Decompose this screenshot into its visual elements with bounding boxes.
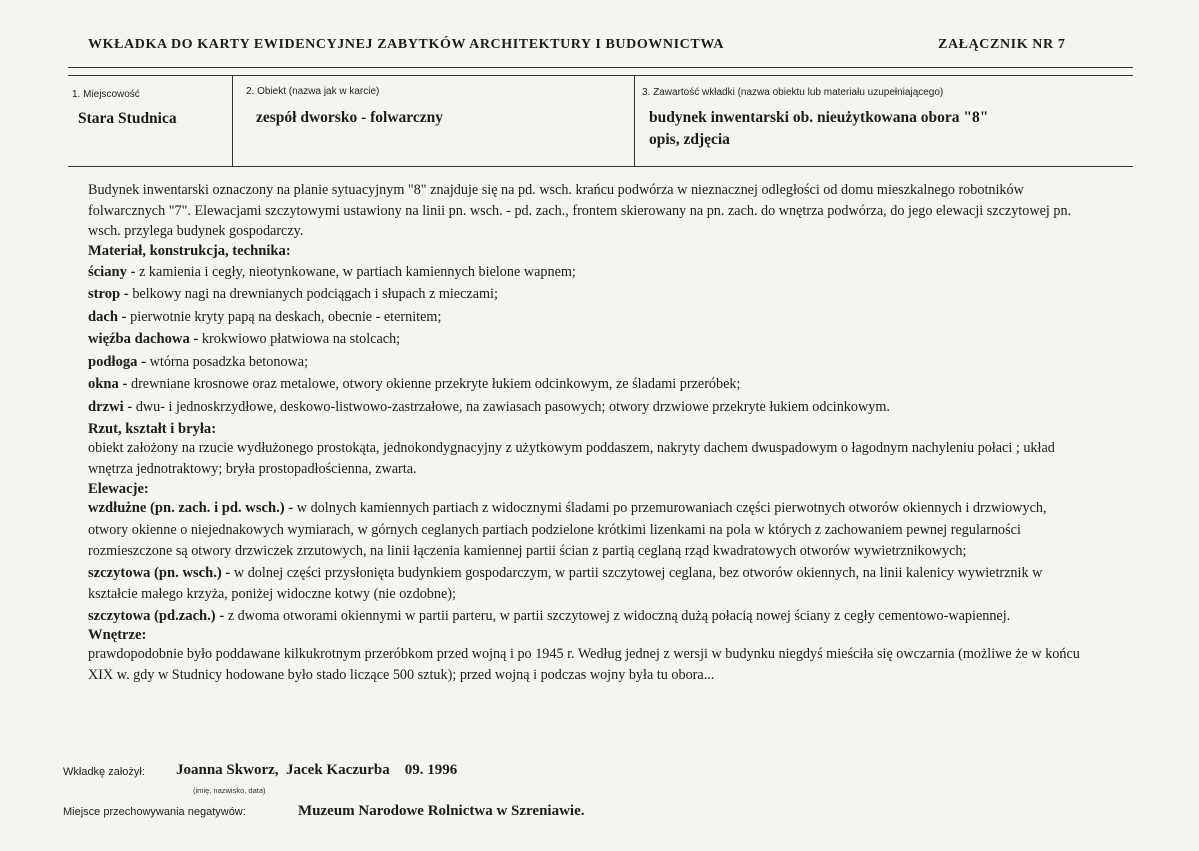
item-desc: krokwiowo płatwiowa na stolcach; [201, 331, 401, 347]
elevation-gable-sw [88, 606, 1088, 628]
item-desc: pierwotnie kryty papą na deskach, obecnie - eternitem; [130, 308, 442, 325]
annex-number: ZAŁĄCZNIK NR 7 [938, 37, 1066, 52]
elevation-term: wzdłużne (pn. zach. i pd. wsch.) - [88, 500, 297, 516]
content-value-line1: budynek inwentarski ob. nieużytkowana obora "8" [649, 109, 989, 126]
object-value: zespół dworsko - folwarczny [256, 109, 443, 126]
item-desc: dwu- i jednoskrzydłowe, deskowo-listwowo-zastrzałowe, na zawiasach pasowych; otwory drzwiowe przekryte łukiem odcinkowym. [135, 398, 890, 415]
place-label: 1. Miejscowość [72, 89, 140, 100]
material-item-windows [88, 373, 1088, 396]
elevation-gable-ne [88, 563, 1088, 606]
material-item-floor [88, 351, 1088, 374]
item-desc: z kamienia i cegły, nieotynkowane, w partiach kamiennych bielone wapnem; [139, 263, 576, 280]
item-term: strop - [88, 286, 133, 302]
item-desc: belkowy nagi na drewnianych podciągach i słupach z mieczami; [132, 286, 498, 302]
storage-label: Miejsce przechowywania negatywów: [63, 806, 246, 818]
content-label: 3. Zawartość wkładki (nazwa obiektu lub materiału uzupełniającego) [642, 87, 944, 98]
field-divider-2 [634, 75, 635, 166]
plan-heading: Rzut, kształt i bryła: [88, 421, 217, 437]
intro-paragraph: Budynek inwentarski oznaczony na planie sytuacyjnym "8" znajduje się na pd. wsch. krańcu podwórza w nieznacznej odległości od domu mieszkalnego robotników folwarcznych "7". Elewacjami szczytowymi ustawiony na linii pn. wsch. - pd. zach., frontem skierowany na pn. zach. do wnętrza podwórza, do jego elewacji szczytowej pn. wsch. przylega budynek gospodarczy. [88, 182, 1072, 239]
place-value: Stara Studnica [78, 110, 177, 127]
material-item-roof [88, 306, 1088, 329]
item-term: drzwi - [88, 398, 136, 415]
content-value-line2: opis, zdjęcia [649, 131, 730, 148]
author-label: Wkładkę założył: [63, 766, 145, 778]
material-item-truss [88, 328, 1088, 351]
author-value: Joanna Skworz, Jacek Kaczurba 09. 1996 [176, 762, 458, 778]
description-body [88, 180, 1088, 686]
interior-paragraph: prawdopodobnie było poddawane kilkukrotnym przeróbkom przed wojną i po 1945 r. Według jednej z wersji w budynku niegdyś mieściła się owczarnia (możliwe że w końcu XIX w. gdy w Studnicy hodowane było stado liczące 500 sztuk); przed wojną i podczas wojny była tu obora... [88, 646, 1080, 683]
item-term: podłoga - [88, 353, 150, 370]
item-desc: drewniane krosnowe oraz metalowe, otwory okienne przekryte łukiem odcinkowym, ze śladami przeróbek; [130, 376, 741, 392]
item-desc: wtórna posadzka betonowa; [149, 353, 309, 370]
elevation-term: szczytowa (pn. wsch.) - [88, 564, 234, 581]
elevation-desc: w dolnej części przysłonięta budynkiem gospodarczym, w partii szczytowej ceglana, bez otworów okiennych, na linii kalenicy wywietrznik w kształcie małego krzyża, poniżej widoczne kotwy (nie ozdobne); [88, 564, 1043, 602]
divider-fields-bottom [68, 166, 1133, 167]
field-divider-1 [232, 75, 233, 166]
interior-heading: Wnętrze: [88, 627, 147, 643]
divider-fields-top [68, 75, 1133, 76]
object-label: 2. Obiekt (nazwa jak w karcie) [246, 86, 380, 97]
divider-top [68, 67, 1133, 68]
material-item-walls [88, 261, 1088, 284]
document-title: WKŁADKA DO KARTY EWIDENCYJNEJ ZABYTKÓW ARCHITEKTURY I BUDOWNICTWA [88, 37, 725, 52]
material-item-ceiling [88, 283, 1088, 306]
material-heading: Materiał, konstrukcja, technika: [88, 242, 291, 259]
item-term: okna - [88, 376, 131, 392]
material-item-doors [88, 396, 1088, 419]
plan-paragraph: obiekt założony na rzucie wydłużonego prostokąta, jednokondygnacyjny z użytkowym poddaszem, nakryty dachem dwuspadowym o łagodnym nachyleniu połaci ; układ wnętrza jednotraktowy; bryła prostopadłościenna, zwarta. [88, 440, 1055, 477]
elevation-desc: z dwoma otworami okiennymi w partii parteru, w partii szczytowej z widoczną dużą połacią nowej ściany z cegły cementowo-wapiennej. [227, 607, 1011, 624]
elevations-heading: Elewacje: [88, 481, 149, 497]
item-term: więźba dachowa - [88, 331, 202, 347]
author-sublabel: (imię, nazwisko, data) [193, 786, 266, 795]
elevation-term: szczytowa (pd.zach.) - [88, 607, 228, 624]
item-term: dach - [88, 308, 131, 325]
elevation-desc: w dolnych kamiennych partiach z widocznymi śladami po przemurowaniach części pierwotnych otworów okiennych i drzwiowych, otwory okienne o niejednakowych wymiarach, w górnych ceglanych partiach podzielone krótkimi lizenkami na pola w których z zachowaniem pewnej regularności rozmieszczone są otwory drzwiczek zrzutowych, na linii łączenia kamiennej partii ścian z partią ceglaną rząd kwadratowych otworów wywietrznikowych; [88, 500, 1047, 559]
item-term: ściany - [88, 263, 140, 280]
elevation-longitudinal [88, 498, 1088, 563]
storage-value: Muzeum Narodowe Rolnictwa w Szreniawie. [298, 803, 585, 819]
